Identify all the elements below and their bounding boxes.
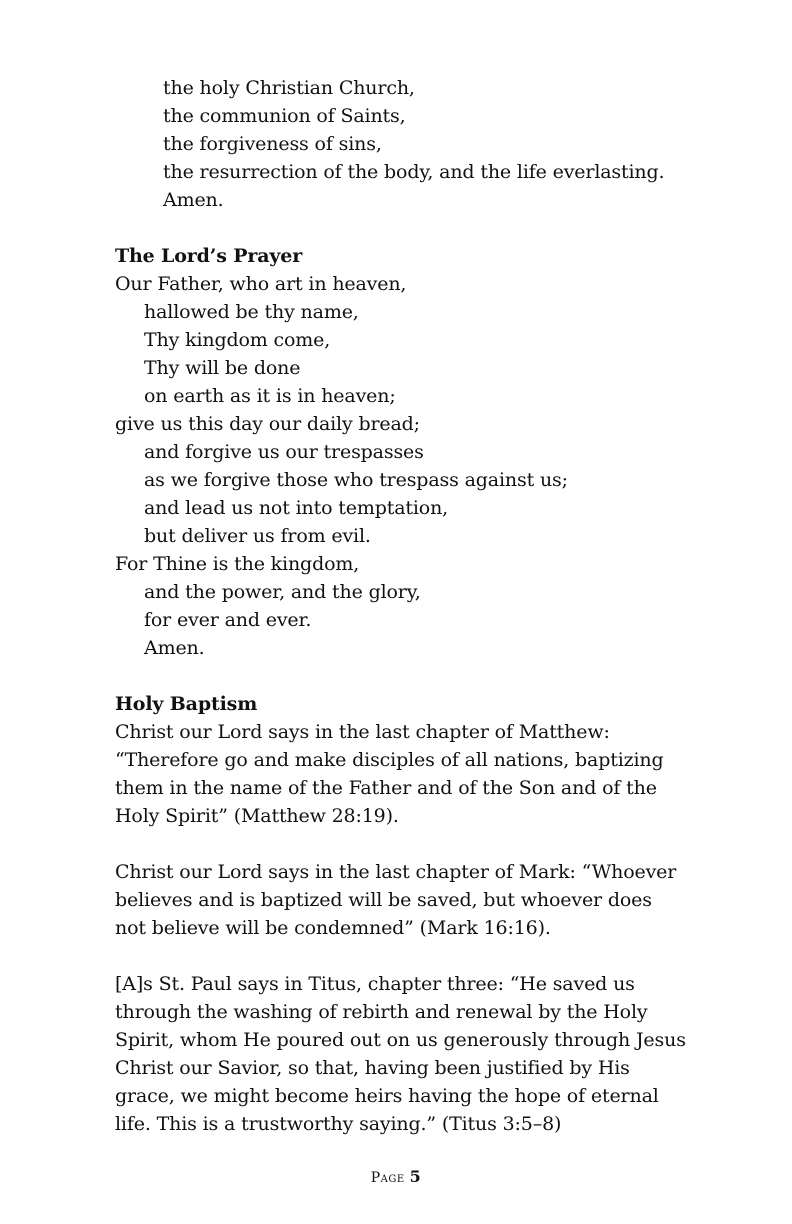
baptism-text-line: “Therefore go and make disciples of all nations, baptizing	[115, 749, 664, 771]
prayer-line: Amen.	[144, 637, 205, 659]
baptism-text-line: [A]s St. Paul says in Titus, chapter three: “He saved us	[115, 973, 635, 995]
page-footer	[0, 1164, 792, 1191]
creed-line: the communion of Saints,	[163, 105, 406, 127]
prayer-line: and forgive us our trespasses	[144, 441, 424, 463]
baptism-text-line: Spirit, whom He poured out on us generously through Jesus	[115, 1029, 686, 1051]
baptism-text-line: believes and is baptized will be saved, but whoever does	[115, 889, 652, 911]
baptism-text-line: not believe will be condemned” (Mark 16:16).	[115, 917, 551, 939]
prayer-line: and the power, and the glory,	[144, 581, 421, 603]
baptism-text-line: Christ our Savior, so that, having been justified by His	[115, 1057, 630, 1079]
prayer-line: and lead us not into temptation,	[144, 497, 449, 519]
prayer-line: For Thine is the kingdom,	[115, 553, 360, 575]
page-label: Page	[370, 1170, 405, 1186]
baptism-text-line: grace, we might become heirs having the hope of eternal	[115, 1085, 659, 1107]
baptism-text-line: Christ our Lord says in the last chapter of Matthew:	[115, 721, 610, 743]
prayer-line: as we forgive those who trespass against us;	[144, 469, 568, 491]
baptism-text-line: Holy Spirit” (Matthew 28:19).	[115, 805, 399, 827]
creed-line: the holy Christian Church,	[163, 77, 415, 99]
prayer-line: Our Father, who art in heaven,	[115, 273, 407, 295]
creed-line: the resurrection of the body, and the life everlasting.	[163, 161, 665, 183]
creed-line: Amen.	[163, 189, 224, 211]
lords-prayer-heading: The Lord’s Prayer	[115, 245, 303, 267]
prayer-line: Thy will be done	[144, 357, 301, 379]
prayer-line: for ever and ever.	[144, 609, 312, 631]
prayer-line: on earth as it is in heaven;	[144, 385, 396, 407]
baptism-text-line: through the washing of rebirth and renewal by the Holy	[115, 1001, 648, 1023]
baptism-text-line: them in the name of the Father and of the Son and of the	[115, 777, 657, 799]
holy-baptism-heading: Holy Baptism	[115, 693, 258, 715]
page-number: 5	[409, 1167, 422, 1186]
prayer-line: but deliver us from evil.	[144, 525, 371, 547]
prayer-line: Thy kingdom come,	[144, 329, 331, 351]
prayer-line: give us this day our daily bread;	[115, 413, 420, 435]
baptism-text-line: Christ our Lord says in the last chapter of Mark: “Whoever	[115, 861, 677, 883]
prayer-line: hallowed be thy name,	[144, 301, 359, 323]
baptism-text-line: life. This is a trustworthy saying.” (Titus 3:5–8)	[115, 1113, 562, 1135]
creed-line: the forgiveness of sins,	[163, 133, 382, 155]
